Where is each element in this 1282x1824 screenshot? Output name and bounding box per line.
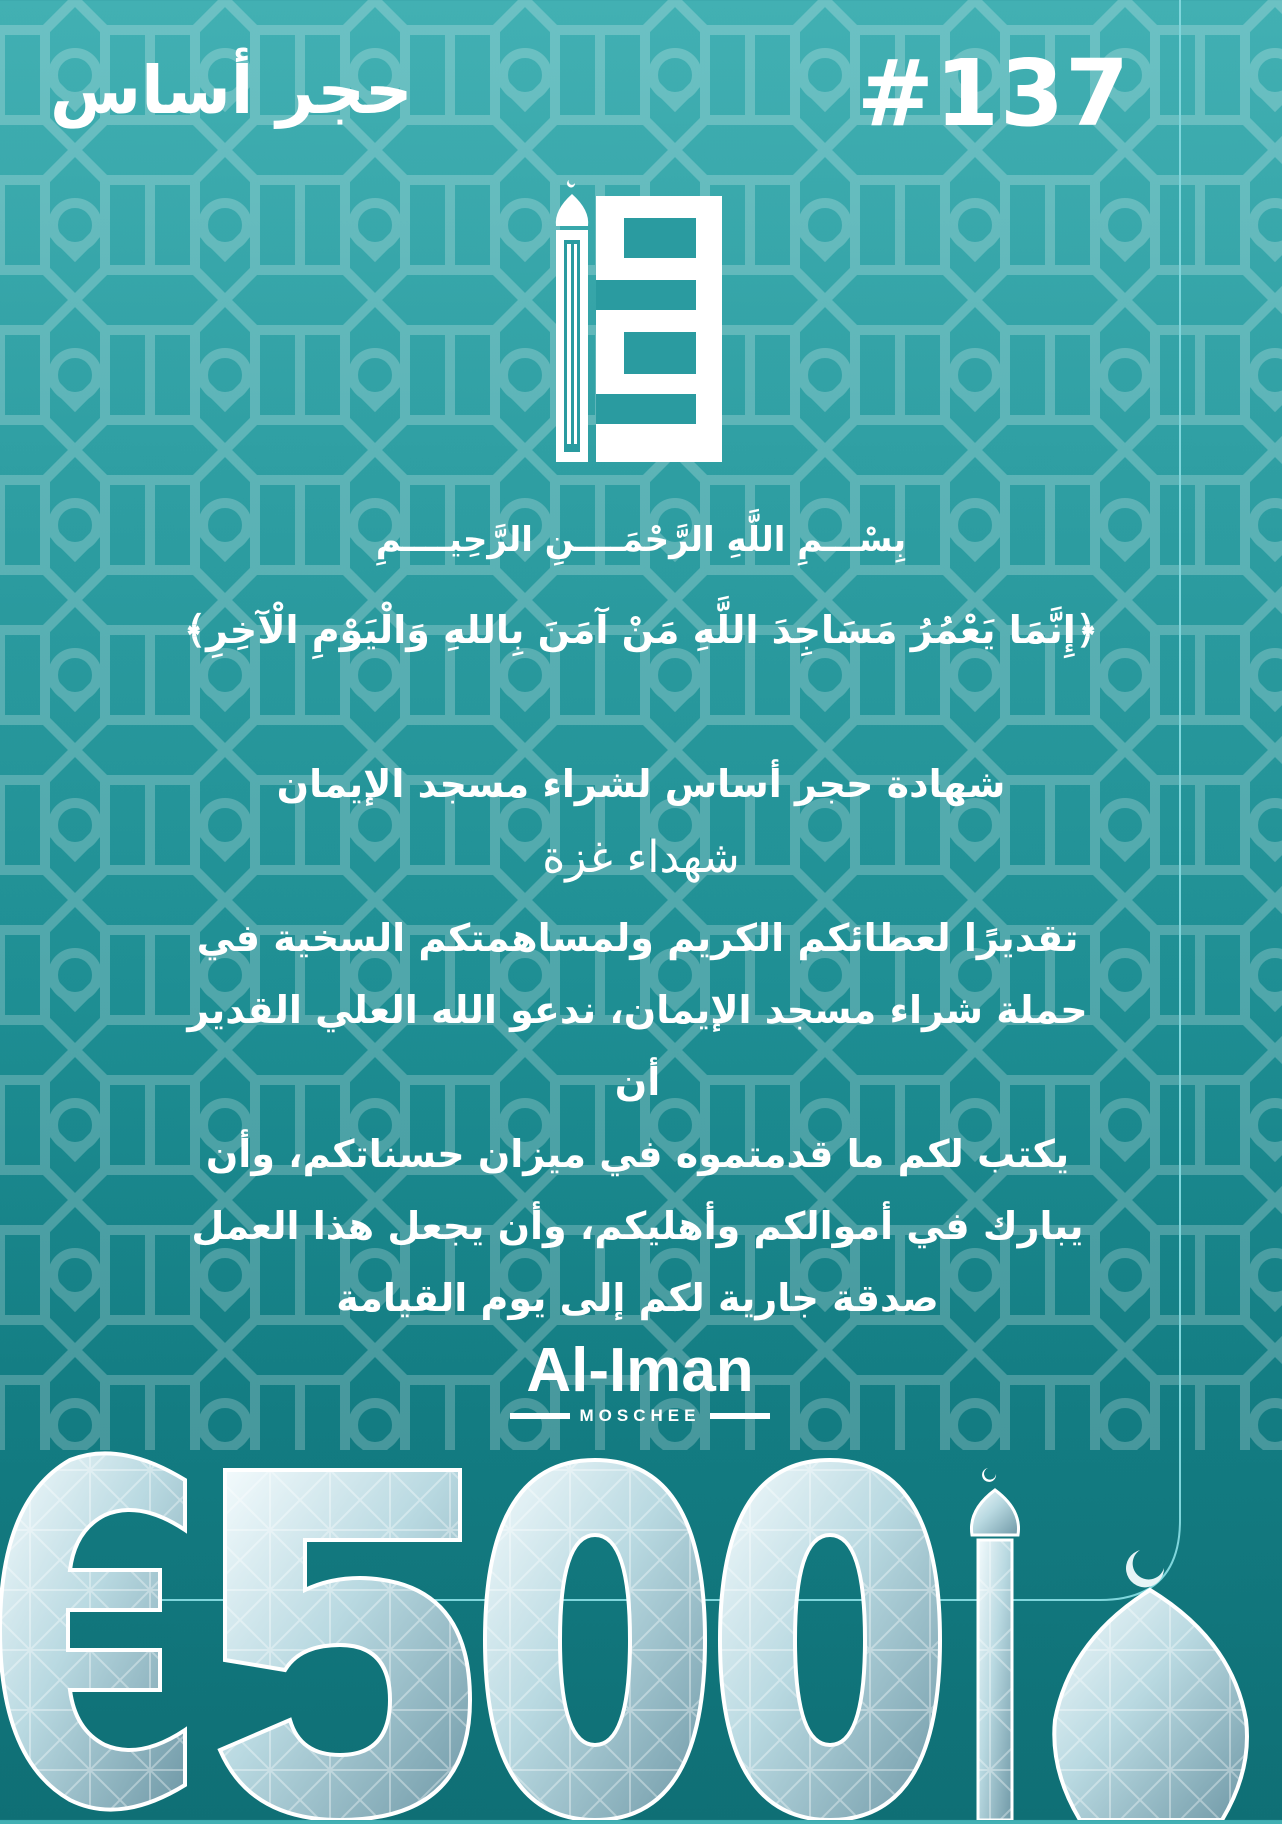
body-line: يبارك في أموالكم وأهليكم، وأن يجعل هذا العمل (191, 1204, 1084, 1248)
brand-divider (510, 1413, 570, 1419)
certificate-title: شهادة حجر أساس لشراء مسجد الإيمان (276, 762, 1006, 806)
body-line: حملة شراء مسجد الإيمان، ندعو الله العلي القدير أن (187, 988, 1088, 1104)
brand-name: Al-Iman (526, 1336, 754, 1405)
quran-verse: ﴿إِنَّمَا يَعْمُرُ مَسَاجِدَ اللَّهِ مَنْ آمَنَ بِاللهِ وَالْيَوْمِ الْآخِرِ﴾ (183, 608, 1099, 652)
body-line: صدقة جارية لكم إلى يوم القيامة (336, 1276, 939, 1320)
body-line: تقديرًا لعطائكم الكريم ولمساهمتكم السخية في (196, 916, 1079, 960)
mosque-logo-icon (546, 180, 736, 470)
brand-subtitle: MOSCHEE (579, 1406, 701, 1425)
certificate-body (180, 902, 1095, 1334)
digit-five (220, 1470, 470, 1820)
basmala: بِسْـــمِ اللَّهِ الرَّحْمَــــنِ الرَّحِيــــمِ (375, 520, 907, 560)
brand-logo (510, 1338, 770, 1426)
recipient-name: شهداء غزة (542, 832, 740, 883)
digit-zero (485, 1460, 705, 1820)
brand-divider (710, 1413, 770, 1419)
donation-amount (0, 1440, 1282, 1824)
brand-subtitle-row (510, 1406, 770, 1426)
digit-zero (720, 1460, 940, 1820)
certificate-number: #137 (856, 40, 1130, 147)
crystal-amount-graphic (0, 1440, 1282, 1820)
euro-sign-icon (0, 1453, 185, 1809)
dome-icon (1054, 1550, 1247, 1820)
minaret-icon (971, 1468, 1018, 1820)
header-title: حجر أساس (50, 52, 413, 129)
body-line: يكتب لكم ما قدمتموه في ميزان حسناتكم، وأن (205, 1132, 1070, 1176)
